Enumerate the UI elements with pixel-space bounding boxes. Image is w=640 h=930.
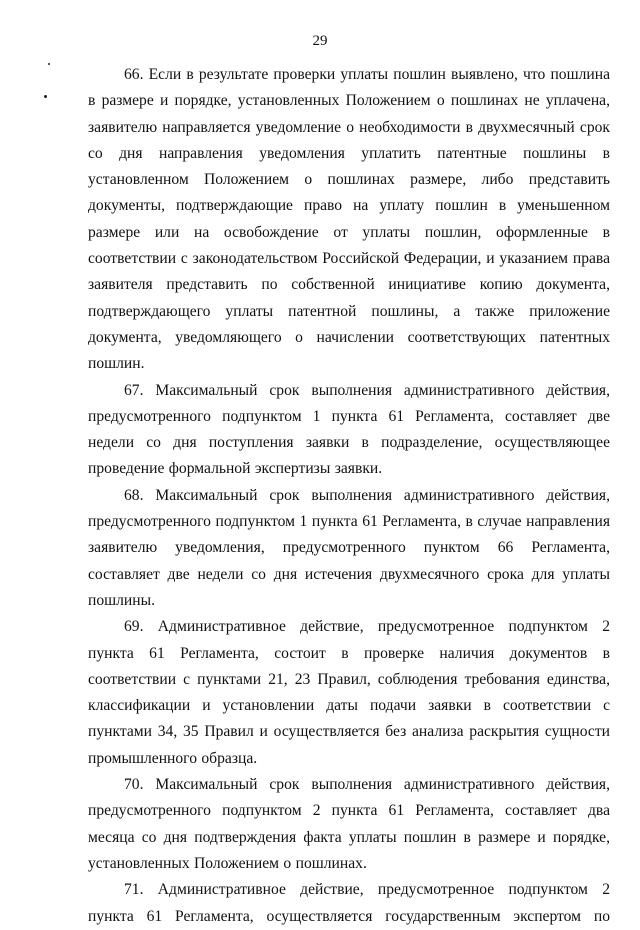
page-number: 29 (312, 33, 328, 49)
scan-speck (48, 63, 50, 65)
paragraph-67: 67. Максимальный срок выполнения административного действия, предусмотренного подпунктом 1 пункта 61 Регламента, составляет две недели со дня поступления заявки в подразделение, осуществляющее проведение формальной экспертизы заявки. (88, 381, 610, 478)
paragraph-71: 71. Административное действие, предусмотренное подпунктом 2 пункта 61 Регламента, осуществляется государственным экспертом по (88, 881, 610, 925)
paragraph-66: 66. Если в результате проверки уплаты пошлин выявлено, что пошлина в размере и порядке, установленных Положением о пошлинах не уплачена, заявителю направляется уведомление о необходимости в двухмесячный срок со дня направления уведомления уплатить патентные пошлины в установленном Положением о пошлинах размере, либо представить документы, подтверждающие право на уплату пошлин в уменьшенном размере или на освобождение от уплаты пошлин, оформленные в соответствии с законодательством Российской Федерации, и указанием права заявителя представить по собственной инициативе копию документа, подтверждающего уплаты патентной пошлины, а также приложение документа, уведомляющего о начислении соответствующих патентных пошлин. (88, 66, 610, 373)
document-body (88, 62, 610, 930)
paragraph-68: 68. Максимальный срок выполнения административного действия, предусмотренного подпунктом 1 пункта 61 Регламента, в случае направления заявителю уведомления, предусмотренного пунктом 66 Регламента, составляет две недели со дня истечения двухмесячного срока для уплаты пошлины. (88, 486, 610, 609)
paragraph-69: 69. Административное действие, предусмотренное подпунктом 2 пункта 61 Регламента, состоит в проверке наличия документов в соответствии с пунктами 21, 23 Правил, соблюдения требования единства, классификации и установлении даты подачи заявки в соответствии с пунктами 34, 35 Правил и осуществляется без анализа раскрытия сущности промышленного образца. (88, 618, 610, 767)
scan-speck (44, 95, 47, 98)
paragraph-70: 70. Максимальный срок выполнения административного действия, предусмотренного подпунктом 2 пункта 61 Регламента, составляет два месяца со дня подтверждения факта уплаты пошлин в размере и порядке, установленных Положением о пошлинах. (88, 776, 610, 872)
